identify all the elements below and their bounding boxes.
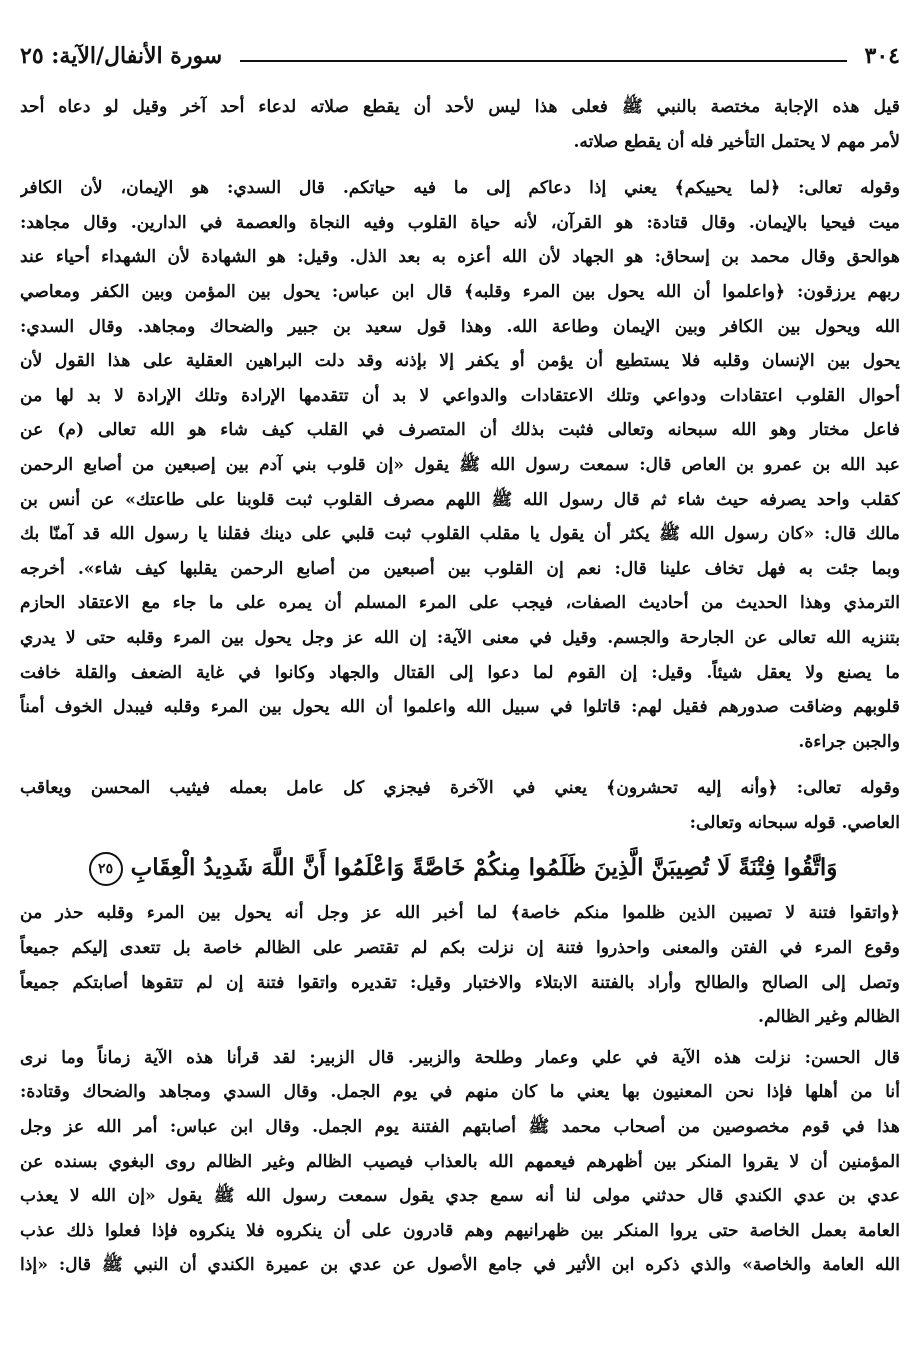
page-number: ٣٠٤ bbox=[864, 43, 900, 69]
verse-text: وَاتَّقُوا فِتْنَةً لَا تُصِيبَنَّ الَّذِينَ ظَلَمُوا مِنكُمْ خَاصَّةً وَاعْلَمُوا أَنَّ اللَّهَ شَدِيدُ الْعِقَابِ bbox=[130, 854, 838, 882]
text-line: أنا من أهلها فإذا نحن المعنيون بها يعني ما كان منهم في يوم الجمل. وقال السدي ومجاهد والضحاك وقتادة: bbox=[20, 1082, 900, 1103]
text-line: مالك قال: «كان رسول الله ﷺ يكثر أن يقول يا مقلب القلوب ثبت قلبي على دينك فقلنا يا رسول الله قد آمنّا بك bbox=[20, 524, 900, 545]
text-line: وقوله تعالى: ﴿لما يحييكم﴾ يعني إذا دعاكم إلى ما فيه حياتكم. قال السدي: هو الإيمان، لأن الكافر bbox=[20, 178, 900, 199]
text-line: الله العامة والخاصة» والذي ذكره ابن الأثير في جامع الأصول عن عدي بن عميرة الكندي أن النبي ﷺ قال: «إذا bbox=[20, 1255, 900, 1276]
text-line: قيل هذه الإجابة مختصة بالنبي ﷺ فعلى هذا ليس لأحد أن يقطع صلاته لدعاء أحد آخر وقيل لو دعاه أحد bbox=[20, 97, 900, 117]
text-line: ما يصنع ولا يعقل شيئاً. وقيل: إن القوم لما دعوا إلى القتال والجهاد وكانوا في غاية الضعف والقلة خافت bbox=[20, 662, 900, 683]
text-line: العاصي. قوله سبحانه وتعالى: bbox=[689, 812, 900, 833]
text-line: كقلب واحد يصرفه حيث شاء ثم قال رسول الله ﷺ اللهم مصرف القلوب ثبت قلوبنا على طاعتك» عن أنس بن bbox=[20, 489, 900, 510]
text-line: الله ويحول بين الكافر وبين الإيمان وطاعة الله. وهذا قول سعيد بن جبير والضحاك ومجاهد. وقال السدي: bbox=[20, 316, 900, 337]
paragraph bbox=[20, 90, 900, 159]
text-line: عدي بن عدي الكندي قال حدثني مولى لنا أنه سمع جدي يقول سمعت رسول الله ﷺ يقول «إن الله لا يعذب bbox=[20, 1186, 900, 1207]
text-line: الترمذي وهذا الحديث من أحاديث الصفات، فيجب على المرء المسلم أن يمره على ما جاء مع الاعتقاد الحازم bbox=[20, 593, 900, 614]
text-line: قلوبهم وضاقت صدورهم فقيل لهم: قاتلوا في سبيل الله واعلموا أن الله يحول بين المرء وقلبه فيبدل الخوف أمناً bbox=[20, 697, 900, 718]
text-line: وتصل إلى الصالح والطالح وأراد بالفتنة الابتلاء والاختبار وقيل: تقديره واتقوا فتنة إن لم تتقوها أصابتكم جميعاً bbox=[20, 972, 900, 993]
paragraph bbox=[20, 1041, 900, 1283]
text-line: العامة بعمل الخاصة حتى يروا المنكر بين ظهرانيهم وهم قادرون على أن ينكروه فلا ينكروه فإذا فعلوا ذلك عذب bbox=[20, 1220, 900, 1241]
text-line: وقوله تعالى: ﴿وأنه إليه تحشرون﴾ يعني في الآخرة فيجزي كل عامل بعمله فيثيب المحسن ويعاقب bbox=[20, 778, 900, 799]
paragraph bbox=[20, 171, 900, 759]
paragraph-gap bbox=[20, 759, 900, 771]
text-line: وقوع المرء في الفتن والمعنى واحذروا فتنة إن نزلت بكم لم تقتصر على الظالم خاصة بل تتعدى إليكم جميعاً bbox=[20, 938, 900, 959]
text-line: ﴿واتقوا فتنة لا تصيبن الذين ظلموا منكم خاصة﴾ لما أخبر الله عز وجل أنه يحول بين المرء وقلبه حذر من bbox=[20, 903, 900, 924]
text-line: هوالحق وقال محمد بن إسحاق: هو الجهاد لأن الله أعزه به بعد الذل. وقيل: هو الشهادة لأن الشهداء أحياء عند bbox=[20, 247, 900, 268]
text-line: المؤمنين أن لا يقروا المنكر بين أظهرهم فيعمهم الله بالعذاب فيصيب الظالم وغير الظالم روى البغوي بسنده عن bbox=[20, 1151, 900, 1172]
header-rule bbox=[240, 60, 846, 62]
text-line: هذا في قوم مخصوصين من أصحاب محمد ﷺ أصابتهم الفتنة يوم الجمل. وقال ابن عباس: أمر الله عز وجل bbox=[20, 1117, 900, 1138]
text-line: الظالم وغير الظالم. bbox=[758, 1007, 900, 1028]
text-line: وبما جئت به فهل تخاف علينا قال: نعم إن القلوب بين أصبعين من أصابع الرحمن يقلبها كيف شاء». أخرجه bbox=[20, 558, 900, 579]
text-line: أحوال القلوب اعتقادات ودواعي وتلك الاعتقادات والدواعي لا بد أن تتقدمها الإرادة وتلك الإرادة لا بد لها من bbox=[20, 385, 900, 406]
verse-number-badge: ٢٥ bbox=[89, 852, 123, 886]
text-line: لأمر مهم لا يحتمل التأخير فله أن يقطع صلاته. bbox=[573, 131, 900, 152]
page-body bbox=[20, 90, 900, 1283]
surah-verse-title: سورة الأنفال/الآية: ٢٥ bbox=[20, 43, 223, 69]
quran-verse bbox=[20, 840, 900, 896]
text-line: فاعل مختار وهو الله سبحانه وتعالى فثبت بذلك أن المتصرف في القلب كيف شاء هو الله تعالى (م) عن bbox=[20, 420, 900, 441]
paragraph bbox=[20, 771, 900, 840]
text-line: والجبن جراءة. bbox=[798, 731, 900, 752]
text-line: ميت فيحيا بالإيمان. وقال قتادة: هو القرآن، لأنه حياة القلوب وفيه النجاة والعصمة في الدارين. وقال مجاهد: bbox=[20, 212, 900, 233]
text-line: ربهم يرزقون: ﴿واعلموا أن الله يحول بين المرء وقلبه﴾ قال ابن عباس: يحول بين المؤمن وبين الكفر ومعاصي bbox=[20, 281, 900, 302]
text-line: قال الحسن: نزلت هذه الآية في علي وعمار وطلحة والزبير. قال الزبير: لقد قرأنا هذه الآية زماناً وما نرى bbox=[20, 1047, 900, 1068]
page-header bbox=[20, 38, 900, 74]
text-line: يحول بين الإنسان وقلبه فلا يستطيع أن يؤمن أو يكفر إلا بإذنه وقد دلت البراهين العقلية على هذا القول لأن bbox=[20, 351, 900, 372]
paragraph-gap bbox=[20, 159, 900, 171]
text-line: بتنزيه الله تعالى عن الجارحة والجسم. وقيل في معنى الآية: إن الله عز وجل يحول بين المرء وقلبه حتى لا يدري bbox=[20, 627, 900, 648]
paragraph bbox=[20, 896, 900, 1034]
text-line: عبد الله بن عمرو بن العاص قال: سمعت رسول الله ﷺ يقول «إن قلوب بني آدم بين إصبعين من أصابع الرحمن bbox=[20, 454, 900, 475]
